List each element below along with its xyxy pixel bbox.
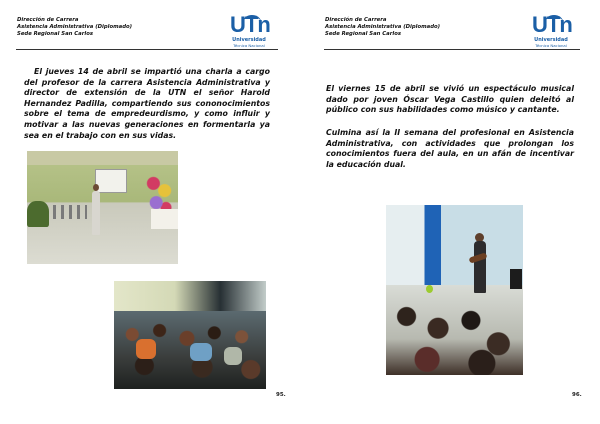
page-header xyxy=(17,17,132,39)
utn-logo xyxy=(226,14,272,50)
logo-mark: UTn xyxy=(532,12,572,37)
right-page xyxy=(300,0,600,424)
header-line-2: Asistencia Administrativa (Diplomado) xyxy=(325,24,441,31)
page-number: 95. xyxy=(276,392,286,398)
header-line-1: Dirección de Carrera xyxy=(17,17,79,23)
photo-talk-presentation xyxy=(27,151,178,264)
photo-concert xyxy=(386,205,523,375)
audience-seated xyxy=(386,297,523,375)
header-divider xyxy=(324,49,580,50)
header-line-1: Dirección de Carrera xyxy=(325,17,387,23)
amplifier xyxy=(510,269,522,289)
logo-mark: UTn xyxy=(230,12,270,37)
photo-audience xyxy=(114,281,266,389)
utn-logo xyxy=(528,14,574,50)
page-header xyxy=(325,17,440,39)
header-line-3: Sede Regional San Carlos xyxy=(325,31,401,38)
logo-line-2: Técnica Nacional xyxy=(535,43,567,48)
page-number: 96. xyxy=(572,392,582,398)
logo-line-1: Universidad xyxy=(534,37,568,43)
logo-line-1: Universidad xyxy=(232,37,266,43)
projection-screen xyxy=(95,169,127,193)
header-divider xyxy=(16,49,278,50)
body-paragraph-1: El viernes 15 de abril se vivió un espectáculo musical dado por joven Óscar Vega Castillo quien deleitó al público con sus habilidades como músico y cantante. xyxy=(326,84,574,115)
header-line-3: Sede Regional San Carlos xyxy=(17,31,93,38)
singer-figure xyxy=(474,241,486,293)
body-paragraph: El jueves 14 de abril se impartió una charla a cargo del profesor de la carrera Asistencia Administrativa y director de extensión de la UTN el señor Harold Hernandez Padilla, compartiendo sus cononocimientos sobre el tema de empredeurdismo, y como influir y motivar a las nuevas generaciones en formentarla ya sea en el trabajo con en sus vidas. xyxy=(24,67,270,140)
logo-line-2: Técnica Nacional xyxy=(233,43,265,48)
speaker-figure xyxy=(92,191,100,235)
header-line-2: Asistencia Administrativa (Diplomado) xyxy=(17,24,133,31)
body-paragraph-2: Culmina así la II semana del profesional en Asistencia Administrativa, con actividades que prolongan los conocimientos fuera del aula, en un afán de incentivar la educación dual. xyxy=(326,128,574,169)
